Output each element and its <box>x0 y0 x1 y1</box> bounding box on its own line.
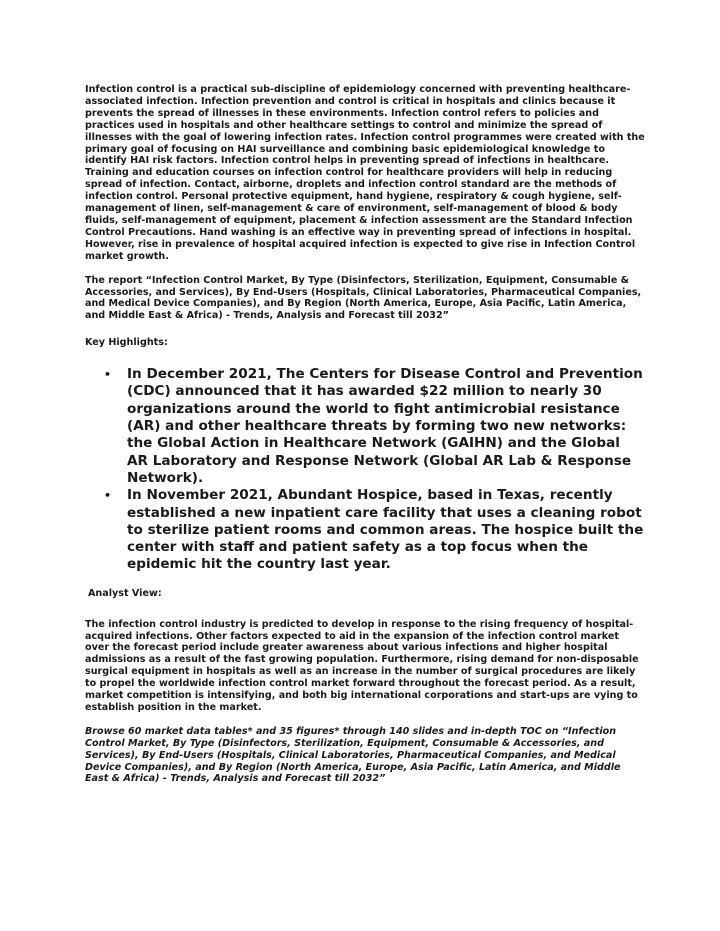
document-page <box>85 84 645 785</box>
highlight-item <box>85 487 645 573</box>
browse-toc-paragraph: Browse 60 market data tables* and 35 figures* through 140 slides and in-depth TOC on “Infection Control Market, By Type (Disinfectors, Sterilization, Equipment, Consumable & Accessories, and Services), By End-Users (Hospitals, Clinical Laboratories, Pharmaceutical Companies, and Medical Device Companies), and By Region (North America, Europe, Asia Pacific, Latin America, and Middle East & Africa) - Trends, Analysis and Forecast till 2032” <box>85 725 621 785</box>
report-title-paragraph: The report “Infection Control Market, By Type (Disinfectors, Sterilization, Equipment, Consumable & Accessories, and Services), By End-Users (Hospitals, Clinical Laboratories, Pharmaceutical Companies, and Medical Device Companies), and By Region (North America, Europe, Asia Pacific, Latin America, and Middle East & Africa) - Trends, Analysis and Forecast till 2032” <box>85 274 642 322</box>
key-highlights-heading: Key Highlights: <box>85 337 168 349</box>
highlight-item <box>85 366 645 487</box>
highlight-text: In November 2021, Abundant Hospice, based in Texas, recently established a new inpatient care facility that uses a cleaning robot to sterilize patient rooms and common areas. The hospice built the center with staff and patient safety as a top focus when the epidemic hit the country last year. <box>127 487 644 573</box>
analyst-view-paragraph: The infection control industry is predicted to develop in response to the rising frequency of hospital-acquired infections. Other factors expected to aid in the expansion of the infection control market over the forecast period include greater awareness about various infections and higher hospital admissions as a result of the fast growing population. Furthermore, rising demand for non-disposable surgical equipment in hospitals as well as an increase in the number of surgical procedures are likely to propel the worldwide infection control market forward throughout the forecast period. As a result, market competition is intensifying, and both big international corporations and start-ups are vying to establish position in the market. <box>85 618 639 713</box>
highlights-list <box>85 366 645 574</box>
intro-paragraph: Infection control is a practical sub-discipline of epidemiology concerned with preventing healthcare-associated infection. Infection prevention and control is critical in hospitals and clinics because it prevents the spread of illnesses in these environments. Infection control refers to policies and practices used in hospitals and other healthcare settings to control and minimize the spread of illnesses with the goal of lowering infection rates. Infection control programmes were created with the primary goal of focusing on HAI surveillance and combining basic epidemiological knowledge to identify HAI risk factors. Infection control helps in preventing spread of infections in healthcare. Training and education courses on infection control for healthcare providers will help in reducing spread of infection. Contact, airborne, droplets and infection control standard are the methods of infection control. Personal protective equipment, hand hygiene, respiratory & cough hygiene, self-management of linen, self-management & care of environment, self-management of blood & body fluids, self-management of equipment, placement & infection assessment are the Standard Infection Control Precautions. Hand washing is an effective way in preventing spread of infections in hospital. However, rise in prevalence of hospital acquired infection is expected to give rise in Infection Control market growth. <box>85 84 645 262</box>
highlight-text: In December 2021, The Centers for Disease Control and Prevention (CDC) announced that it has awarded $22 million to nearly 30 organizations around the world to fight antimicrobial resistance (AR) and other healthcare threats by forming two new networks: the Global Action in Healthcare Network (GAIHN) and the Global AR Laboratory and Response Network (Global AR Lab & Response Network). <box>127 366 643 486</box>
bullet-icon: • <box>104 489 112 503</box>
analyst-view-heading: Analyst View: <box>88 587 162 599</box>
bullet-icon: • <box>104 368 112 382</box>
